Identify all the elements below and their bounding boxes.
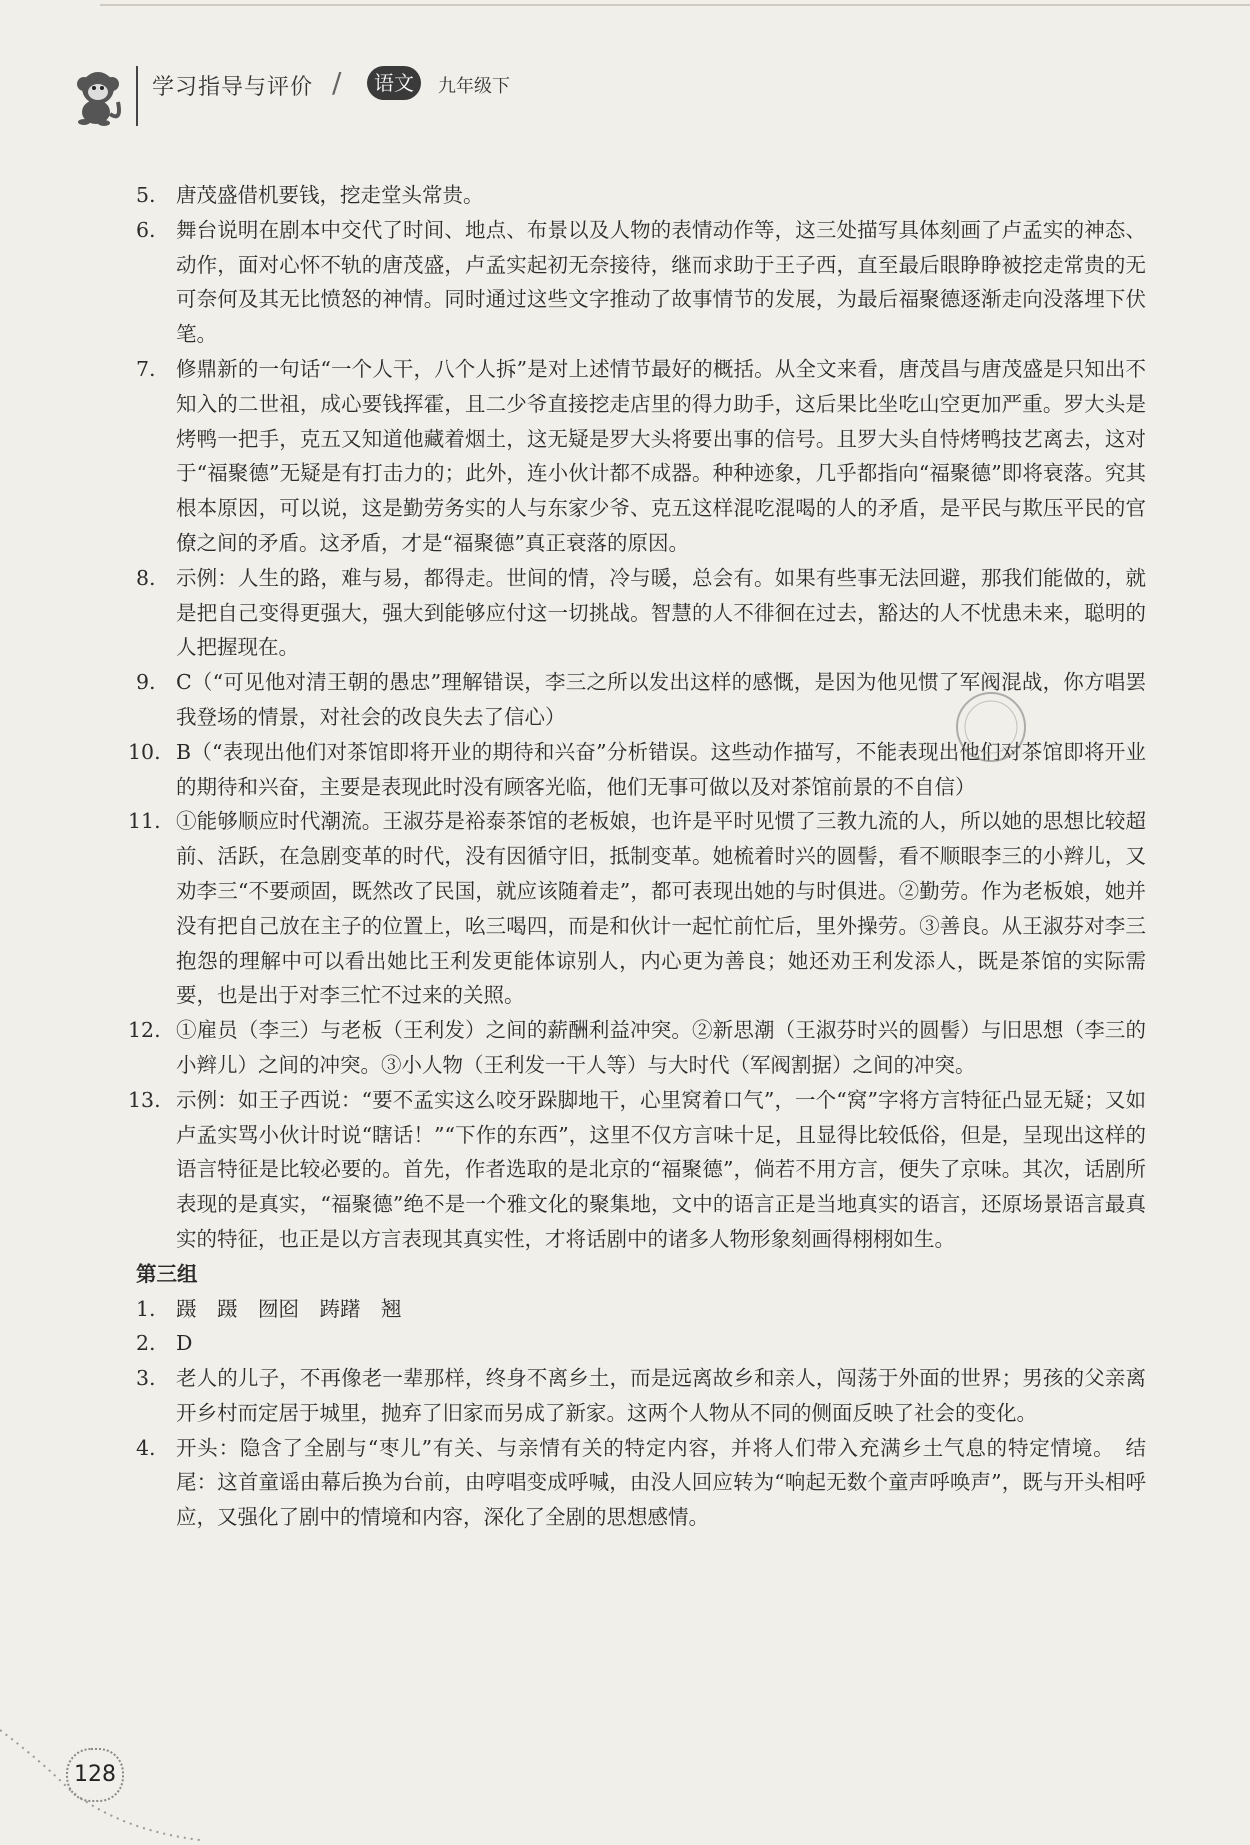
book-title: 学习指导与评价 [152, 75, 314, 100]
item-number: 7. [136, 356, 156, 381]
item-text: 开头：隐含了全剧与“枣儿”有关、与亲情有关的特定内容，并将人们带入充满乡土气息的特定情境。 结尾：这首童谣由幕后换为台前，由哼唱变成呼喊，由没人回应转为“响起无数个童声呼唤声”，既与开头相呼应，又强化了剧中的情境和内容，深化了全剧的思想感情。 [176, 1435, 1146, 1530]
answer-content [128, 178, 1146, 1535]
item-text: D [176, 1331, 193, 1356]
top-rule [100, 4, 1250, 6]
answer-item-12 [128, 1013, 1146, 1083]
item-text: B（“表现出他们对茶馆即将开业的期待和兴奋”分析错误。这些动作描写，不能表现出他们对茶馆即将开业的期待和兴奋，主要是表现此时没有顾客光临，他们无事可做以及对茶馆前景的不自信） [176, 739, 1146, 799]
section-item-3 [136, 1361, 1146, 1431]
answer-item-6 [136, 213, 1146, 352]
slash-divider: / [332, 66, 342, 99]
item-number: 13. [128, 1087, 161, 1112]
section-item-1 [136, 1292, 1146, 1327]
item-text: 舞台说明在剧本中交代了时间、地点、布景以及人物的表情动作等，这三处描写具体刻画了卢孟实的神态、动作，面对心怀不轨的唐茂盛，卢孟实起初无奈接待，继而求助于王子西，直至最后眼睁睁被挖走常贵的无可奈何及其无比愤怒的神情。同时通过这些文字推动了故事情节的发展，为最后福聚德逐渐走向没落埋下伏笔。 [176, 217, 1146, 347]
answer-item-5 [136, 178, 1146, 213]
answer-item-13 [128, 1083, 1146, 1257]
item-text: ①雇员（李三）与老板（王利发）之间的薪酬利益冲突。②新思潮（王淑芬时兴的圆髻）与旧思想（李三的小辫儿）之间的冲突。③小人物（王利发一干人等）与大时代（军阀割据）之间的冲突。 [176, 1018, 1146, 1077]
grade-label: 九年级下 [438, 76, 510, 97]
item-number: 8. [136, 565, 156, 590]
item-number: 2. [136, 1331, 156, 1356]
item-number: 12. [128, 1018, 161, 1043]
item-text: 蹑 蹑 囫囵 踌躇 翘 [176, 1296, 402, 1321]
item-text: 示例：如王子西说：“要不孟实这么咬牙跺脚地干，心里窝着口气”，一个“窝”字将方言特征凸显无疑；又如卢孟实骂小伙计时说“瞎话！”“下作的东西”，这里不仅方言味十足，且显得比较低俗，但是，呈现出这样的语言特征是比较必要的。首先，作者选取的是北京的“福聚德”，倘若不用方言，便失了京味。其次，话剧所表现的是真实，“福聚德”绝不是一个雅文化的聚集地，文中的语言正是当地真实的语言，还原场景语言最真实的特征，也正是以方言表现其真实性，才将话剧中的诸多人物形象刻画得栩栩如生。 [176, 1087, 1146, 1251]
item-number: 3. [136, 1366, 156, 1391]
item-number: 5. [136, 183, 156, 207]
decorative-dotted-curve [0, 1700, 260, 1845]
answer-item-8 [136, 561, 1146, 665]
page-header [62, 56, 1182, 134]
subject-badge: 语文 [367, 66, 421, 100]
item-text: 老人的儿子，不再像老一辈那样，终身不离乡土，而是远离故乡和亲人，闯荡于外面的世界；男孩的父亲离开乡村而定居于城里，抛弃了旧家而另成了新家。这两个人物从不同的侧面反映了社会的变化。 [176, 1366, 1146, 1425]
monkey-mascot-icon [62, 62, 128, 128]
item-text: ①能够顺应时代潮流。王淑芬是裕泰茶馆的老板娘，也许是平时见惯了三教九流的人，所以她的思想比较超前、活跃，在急剧变革的时代，没有因循守旧，抵制变革。她梳着时兴的圆髻，看不顺眼李三的小辫儿，又劝李三“不要顽固，既然改了民国，就应该随着走”，都可表现出她的与时俱进。②勤劳。作为老板娘，她并没有把自己放在主子的位置上，吆三喝四，而是和伙计一起忙前忙后，里外操劳。③善良。从王淑芬对李三抱怨的理解中可以看出她比王利发更能体谅别人，内心更为善良；她还劝王利发添人，既是茶馆的实际需要，也是出于对李三忙不过来的关照。 [176, 809, 1146, 1008]
stamp-icon [952, 688, 1030, 766]
answer-item-11 [128, 804, 1146, 1013]
item-number: 6. [136, 217, 156, 242]
section-item-2 [136, 1326, 1146, 1361]
item-number: 10. [128, 739, 161, 764]
item-text: 唐茂盛借机要钱，挖走堂头常贵。 [176, 183, 484, 207]
item-number: 1. [136, 1296, 156, 1321]
header-divider [136, 66, 138, 126]
section-title: 第三组 [136, 1261, 198, 1286]
item-text: 示例：人生的路，难与易，都得走。世间的情，冷与暖，总会有。如果有些事无法回避，那我们能做的，就是把自己变得更强大，强大到能够应付这一切挑战。智慧的人不徘徊在过去，豁达的人不忧患未来，聪明的人把握现在。 [176, 565, 1146, 660]
answer-item-7 [136, 352, 1146, 561]
item-number: 11. [128, 809, 161, 834]
section-item-4 [136, 1431, 1146, 1535]
page-number: 128 [66, 1748, 124, 1802]
item-number: 9. [136, 670, 156, 695]
item-number: 4. [136, 1435, 156, 1460]
item-text: C（“可见他对清王朝的愚忠”理解错误，李三之所以发出这样的感慨，是因为他见惯了军阀混战，你方唱罢我登场的情景，对社会的改良失去了信心） [176, 670, 1146, 729]
item-text: 修鼎新的一句话“一个人干，八个人拆”是对上述情节最好的概括。从全文来看，唐茂昌与唐茂盛是只知出不知入的二世祖，成心要钱挥霍，且二少爷直接挖走店里的得力助手，这后果比坐吃山空更加严重。罗大头是烤鸭一把手，克五又知道他藏着烟土，这无疑是罗大头将要出事的信号。且罗大头自恃烤鸭技艺离去，这对于“福聚德”无疑是有打击力的；此外，连小伙计都不成器。种种迹象，几乎都指向“福聚德”即将衰落。究其根本原因，可以说，这是勤劳务实的人与东家少爷、克五这样混吃混喝的人的矛盾，是平民与欺压平民的官僚之间的矛盾。这矛盾，才是“福聚德”真正衰落的原因。 [176, 356, 1146, 555]
